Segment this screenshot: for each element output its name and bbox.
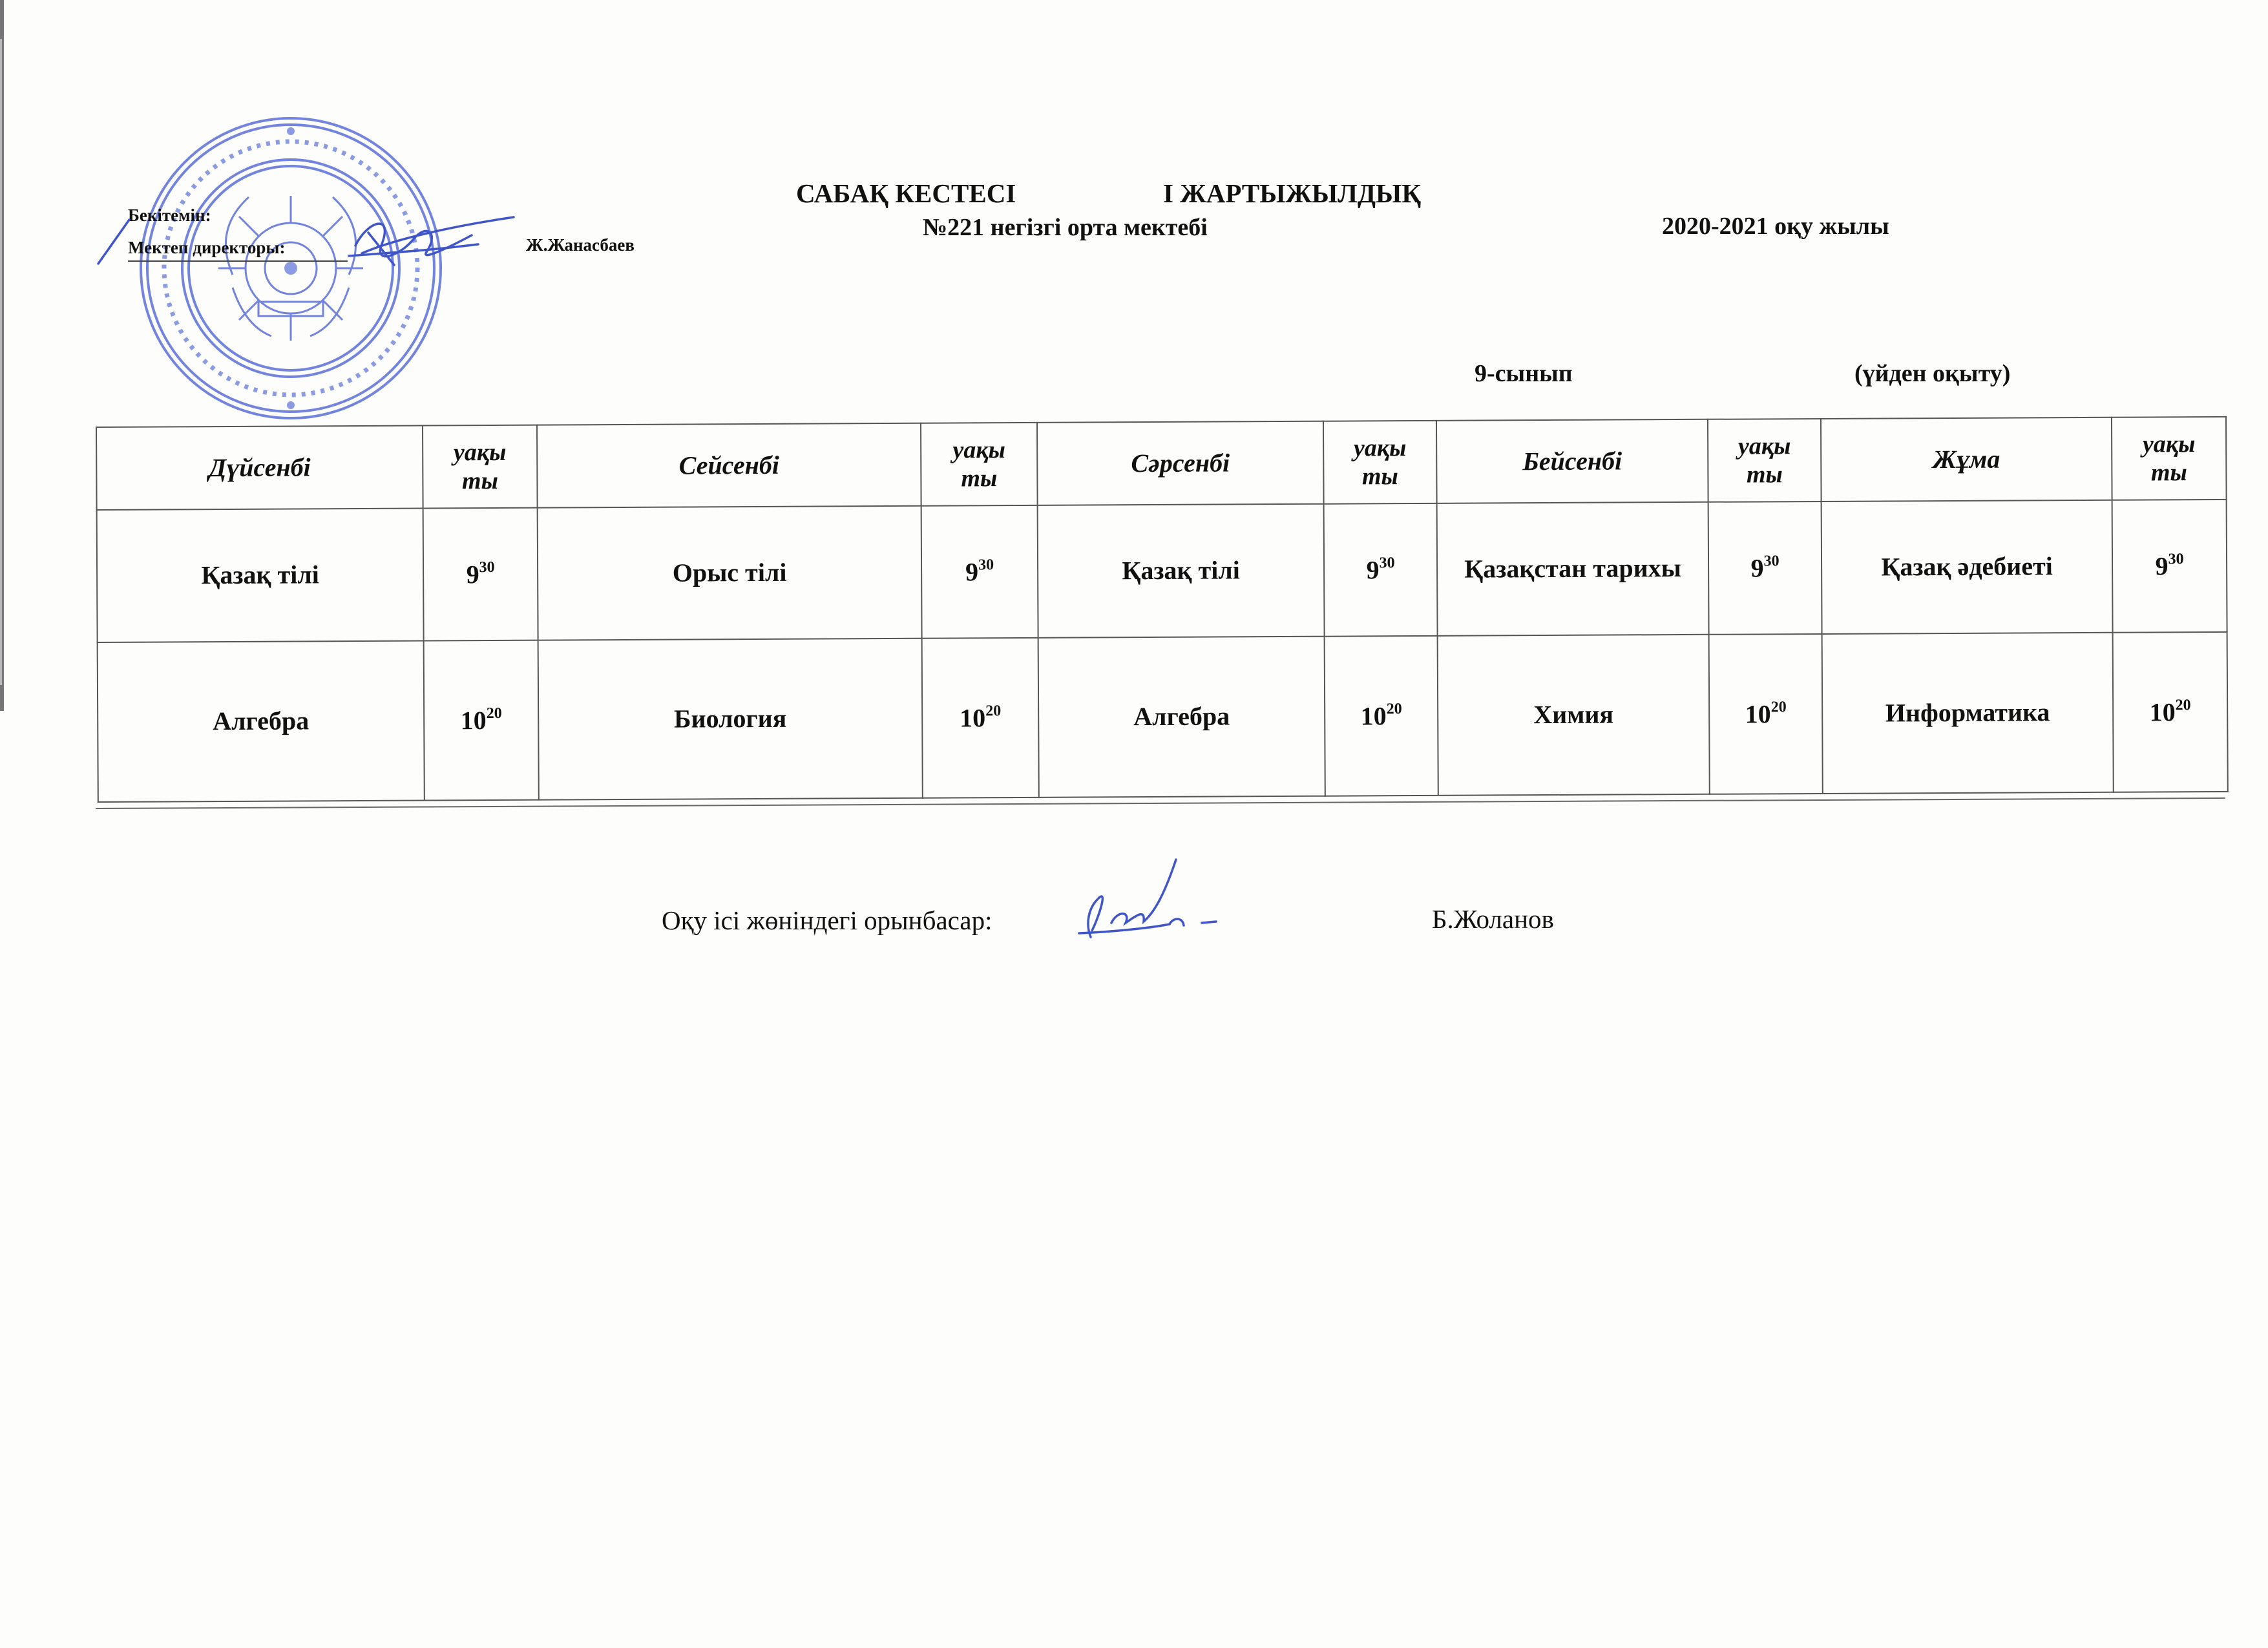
subject-cell: Қазақ әдебиеті [1822, 500, 2113, 634]
subject-cell: Алгебра [98, 640, 425, 802]
deputy-signature [1073, 847, 1234, 944]
time-header: уақы ты [1323, 421, 1437, 504]
time-header: уақы ты [1708, 419, 1822, 502]
time-cell: $9^{30}$ [921, 505, 1038, 639]
subject-cell: Алгебра [1038, 636, 1325, 798]
time-cell: $9^{30}$ [2112, 500, 2227, 633]
semester-label: І ЖАРТЫЖЫЛДЫҚ [1163, 178, 1422, 208]
day-header-wednesday: Сәрсенбі [1037, 421, 1324, 505]
day-header-tuesday: Сейсенбі [537, 423, 921, 508]
time-cell: $10^{20}$ [922, 638, 1039, 798]
schedule-table [96, 416, 2229, 803]
schedule-table-wrapper [96, 416, 2227, 807]
day-header-thursday: Бейсенбі [1436, 419, 1708, 503]
time-cell: $9^{30}$ [1324, 503, 1438, 637]
time-header: уақы ты [921, 423, 1038, 506]
time-cell: $10^{20}$ [2113, 632, 2228, 792]
day-header-friday: Жұма [1821, 417, 2112, 502]
time-cell: $10^{20}$ [424, 640, 539, 800]
study-mode: (үйден оқыту) [1854, 360, 2011, 387]
table-row [98, 632, 2228, 802]
subject-cell: Қазақ тілі [1038, 504, 1325, 638]
deputy-label: Оқу ісі жөніндегі орынбасар: [662, 905, 992, 935]
subject-cell: Қазақстан тарихы [1437, 502, 1709, 636]
director-name: Ж.Жанасбаев [526, 235, 635, 255]
subject-cell: Химия [1438, 634, 1710, 795]
time-cell: $10^{20}$ [1325, 635, 1438, 796]
document-title: САБАҚ КЕСТЕСІ [796, 178, 1016, 208]
time-cell: $10^{20}$ [1709, 634, 1823, 794]
day-header-monday: Дүйсенбі [96, 426, 423, 510]
time-cell: $9^{30}$ [1708, 502, 1822, 635]
school-name: №221 негізгі орта мектебі [923, 214, 1208, 241]
deputy-name: Б.Жоланов [1432, 904, 1554, 934]
time-cell: $9^{30}$ [423, 508, 538, 641]
subject-cell: Информатика [1822, 632, 2114, 794]
subject-cell: Орыс тілі [538, 506, 922, 640]
approved-label: Бекітемін: [128, 206, 211, 225]
subject-cell: Қазақ тілі [97, 508, 424, 642]
school-year: 2020-2021 оқу жылы [1662, 213, 1889, 240]
director-position: Мектеп директоры: [128, 238, 286, 257]
time-header: уақы ты [423, 425, 538, 509]
director-signature [90, 194, 530, 284]
grade-label: 9-сынып [1475, 360, 1573, 387]
subject-cell: Биология [538, 638, 923, 799]
time-header: уақы ты [2112, 417, 2227, 500]
table-row [97, 500, 2227, 642]
header-row [96, 417, 2227, 510]
scan-edge-shadow [0, 39, 2, 685]
